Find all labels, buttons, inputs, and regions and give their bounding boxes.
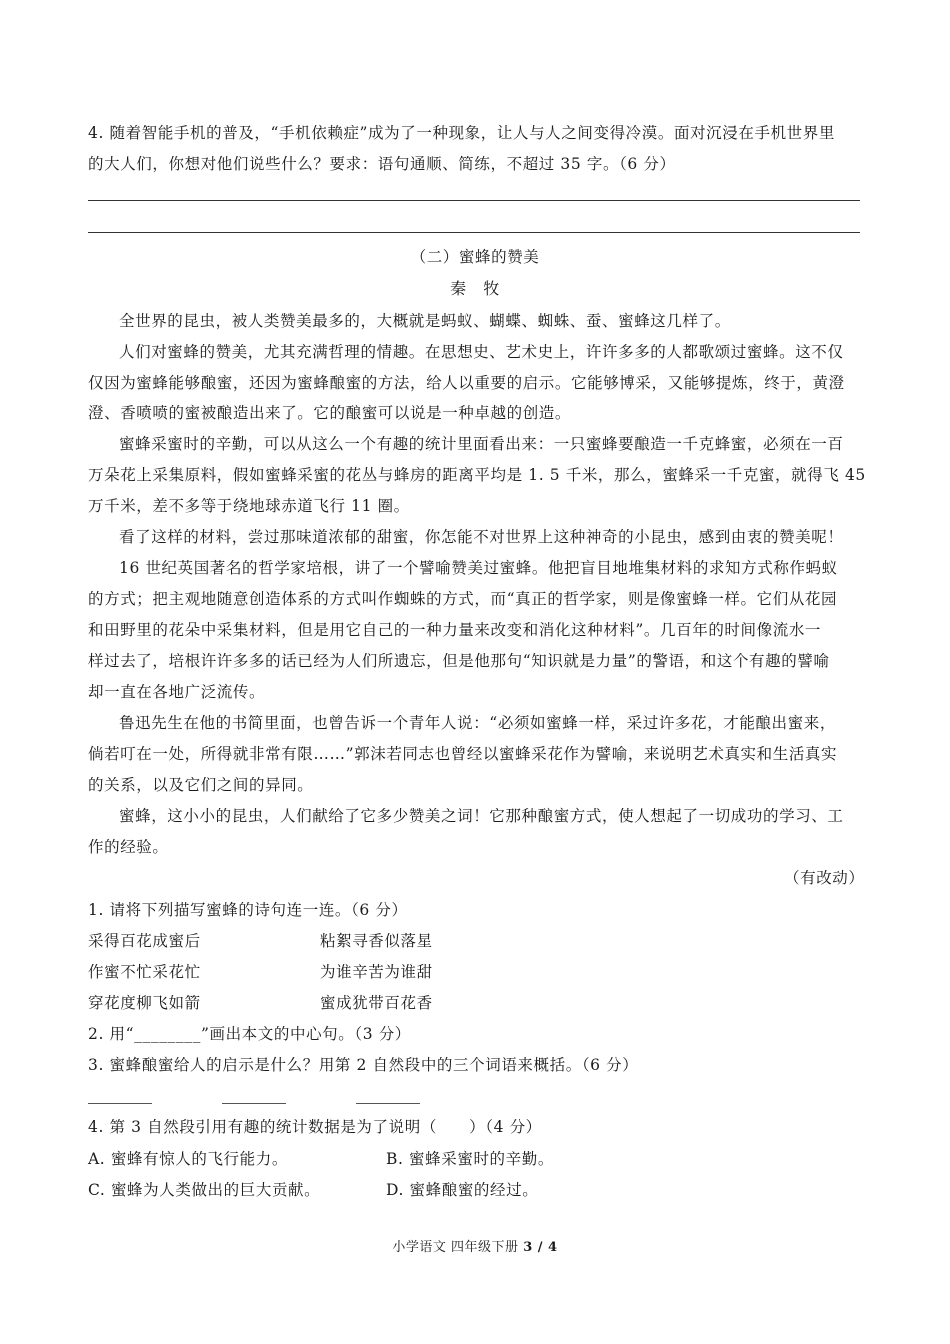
option-d[interactable]: D. 蜜蜂酿蜜的经过。 bbox=[386, 1181, 539, 1199]
article-author: 秦 牧 bbox=[450, 279, 500, 298]
match-left-item[interactable]: 作蜜不忙采花忙 bbox=[88, 963, 201, 981]
match-right-item[interactable]: 为谁辛苦为谁甜 bbox=[320, 963, 433, 981]
paragraph-line: 看了这样的材料，尝过那味道浓郁的甜蜜，你怎能不对世界上这种神奇的小昆虫，感到由衷的赞美呢！ bbox=[119, 528, 844, 546]
paragraph-line: 全世界的昆虫，被人类赞美最多的，大概就是蚂蚁、蝴蝶、蜘蛛、蚕、蜜蜂这几样了。 bbox=[119, 312, 731, 330]
paragraph-line: 16 世纪英国著名的哲学家培根，讲了一个譬喻赞美过蜜蜂。他把盲目地堆集材料的求知方式称作蚂蚁 bbox=[119, 559, 838, 577]
paragraph-line: 万千米，差不多等于绕地球赤道飞行 11 圈。 bbox=[88, 497, 410, 515]
option-b[interactable]: B. 蜜蜂采蜜时的辛勤。 bbox=[386, 1150, 554, 1168]
article-title: （二）蜜蜂的赞美 bbox=[410, 248, 540, 266]
answer-blank[interactable] bbox=[356, 1103, 420, 1104]
paragraph-line: 人们对蜜蜂的赞美，尤其充满哲理的情趣。在思想史、艺术史上，许许多多的人都歌颂过蜜蜂。这不仅 bbox=[119, 343, 844, 361]
answer-blank[interactable] bbox=[222, 1103, 286, 1104]
paragraph-line: 和田野里的花朵中采集材料，但是用它自己的一种力量来改变和消化这种材料”。几百年的时间像流水一 bbox=[88, 621, 822, 639]
answer-line-1[interactable] bbox=[88, 200, 860, 201]
page-number: 3 / 4 bbox=[523, 1240, 558, 1255]
answer-blank[interactable] bbox=[88, 1103, 152, 1104]
match-right-item[interactable]: 粘絮寻香似落星 bbox=[320, 932, 433, 950]
question-3: 3. 蜜蜂酿蜜给人的启示是什么？用第 2 自然段中的三个词语来概括。（6 分） bbox=[88, 1056, 639, 1074]
paragraph-line: 的方式；把主观地随意创造体系的方式叫作蜘蛛的方式，而“真正的哲学家，则是像蜜蜂一样。它们从花园 bbox=[88, 590, 838, 608]
match-left-item[interactable]: 穿花度柳飞如箭 bbox=[88, 994, 201, 1012]
paragraph-line: 倘若叮在一处，所得就非常有限……”郭沫若同志也曾经以蜜蜂采花作为譬喻，来说明艺术真实和生活真实 bbox=[88, 745, 838, 763]
paragraph-line: 鲁迅先生在他的书简里面，也曾告诉一个青年人说：“必须如蜜蜂一样，采过许多花，才能酿出蜜来， bbox=[119, 714, 836, 732]
paragraph-line: 样过去了，培根许许多多的话已经为人们所遗忘，但是他那句“知识就是力量”的警语，和这个有趣的譬喻 bbox=[88, 652, 830, 670]
option-a[interactable]: A. 蜜蜂有惊人的飞行能力。 bbox=[88, 1150, 288, 1168]
paragraph-line: 万朵花上采集原料，假如蜜蜂采蜜的花丛与蜂房的距离平均是 1. 5 千米，那么，蜜蜂采一千克蜜，就得飞 45 bbox=[88, 466, 866, 484]
paragraph-line: 蜜蜂，这小小的昆虫，人们献给了它多少赞美之词！它那种酿蜜方式，使人想起了一切成功的学习、工 bbox=[119, 807, 844, 825]
question-1: 1. 请将下列描写蜜蜂的诗句连一连。（6 分） bbox=[88, 901, 408, 919]
question-4-line-1: 4. 随着智能手机的普及，“手机依赖症”成为了一种现象，让人与人之间变得冷漠。面对沉浸在手机世界里 bbox=[88, 124, 835, 142]
page-footer bbox=[0, 1236, 950, 1255]
question-4: 4. 第 3 自然段引用有趣的统计数据是为了说明（ ）（4 分） bbox=[88, 1118, 542, 1136]
paragraph-line: 仅因为蜜蜂能够酿蜜，还因为蜜蜂酿蜜的方法，给人以重要的启示。它能够博采，又能够提炼，终于，黄澄 bbox=[88, 374, 845, 392]
paragraph-line: 澄、香喷喷的蜜被酿造出来了。它的酿蜜可以说是一种卓越的创造。 bbox=[88, 404, 572, 422]
match-left-item[interactable]: 采得百花成蜜后 bbox=[88, 932, 201, 950]
paragraph-line: 作的经验。 bbox=[88, 838, 169, 856]
match-right-item[interactable]: 蜜成犹带百花香 bbox=[320, 994, 433, 1012]
paragraph-line: 却一直在各地广泛流传。 bbox=[88, 683, 266, 701]
question-4-line-2: 的大人们，你想对他们说些什么？要求：语句通顺、简练，不超过 35 字。（6 分） bbox=[88, 155, 676, 173]
answer-line-2[interactable] bbox=[88, 232, 860, 233]
option-c[interactable]: C. 蜜蜂为人类做出的巨大贡献。 bbox=[88, 1181, 321, 1199]
question-2: 2. 用“________”画出本文的中心句。（3 分） bbox=[88, 1025, 411, 1043]
paragraph-line: 蜜蜂采蜜时的辛勤，可以从这么一个有趣的统计里面看出来：一只蜜蜂要酿造一千克蜂蜜，必须在一百 bbox=[119, 435, 844, 453]
footer-label: 小学语文 四年级下册 bbox=[392, 1240, 524, 1255]
adaptation-note: （有改动） bbox=[784, 869, 865, 887]
paragraph-line: 的关系，以及它们之间的异同。 bbox=[88, 776, 314, 794]
